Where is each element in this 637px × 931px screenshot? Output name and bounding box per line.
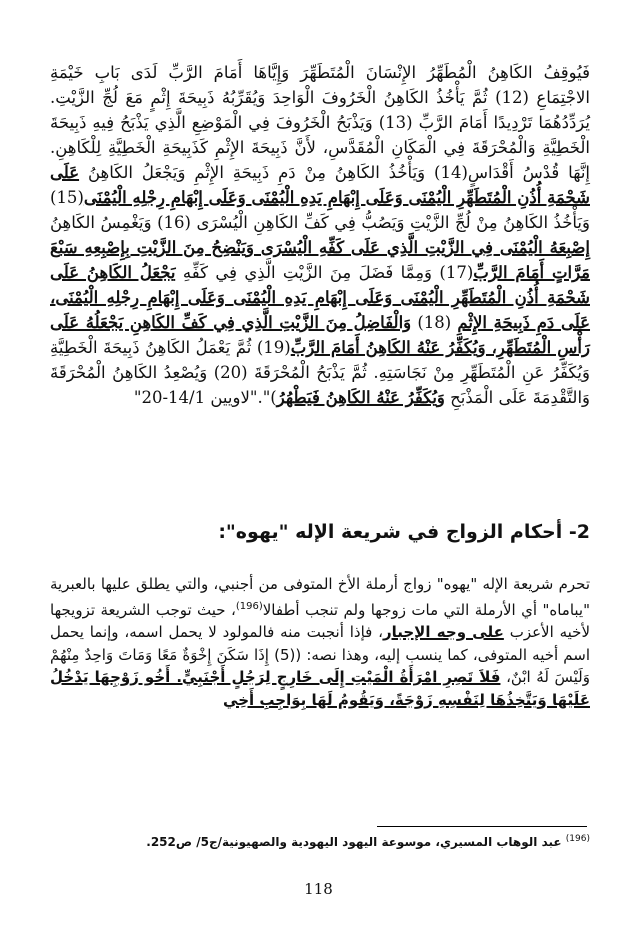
body-underlined-text: على وجه الإجبار	[382, 623, 504, 641]
footnote-reference: (196)	[235, 600, 263, 612]
quote-underlined-text: إِصْبِعَهُ الْيُمْنَى فِي الزَّيْتِ الَّذِي عَلَى كَفِّهِ الْيُسْرَى وَيَنْضِحُ مِنَ الزَّيْتِ بِإِصْبِعِهِ سَبْعَ مَرَّاتٍ أَمَامَ الرَّبِّ	[50, 238, 591, 282]
quote-text: فَيُوقِفُ الكَاهِنُ الْمُطَهِّرُ الإِنْسَانَ الْمُتَطَهِّرَ وَإِيَّاهَا أَمَامَ الرَّبِّ لَدَى بَابِ خَيْمَةِ الاجْتِمَاعِ (12) ثُمَّ يَأْخُذُ الكَاهِنُ الْخَرُوفَ الْوَاحِدَ وَيُقَرِّبُهُ ذَبِيحَةَ إِثْمٍ مَعَ لُجِّ الزَّيْتِ. يُرَدِّدُهُمَا تَرْدِيدًا أَمَامَ الرَّبِّ (13) وَيَذْبَحُ الْخَرُوفَ فِي الْمَوْضِعِ الَّذِي يَذْبَحُ فِيهِ ذَبِيحَةَ الْخَطِيَّةِ وَالْمُحْرَقَةَ فِي الْمَكَانِ الْمُقَدَّسِ، لأَنَّ ذَبِيحَةَ الإِثْمِ كَذَبِيحَةِ الْخَطِيَّةِ لِلْكَاهِنِ. إِنَّهَا قُدْسُ أَقْدَاسٍ(14) وَيَأْخُذُ الكَاهِنُ مِنْ دَمِ ذَبِيحَةِ الإِثْمِ وَيَجْعَلُ الكَاهِنُ	[50, 63, 590, 182]
footnote-marker: (196)	[565, 834, 590, 844]
page-number: 118	[304, 880, 333, 898]
quote-text: (17) وَمِمَّا فَضَلَ مِنَ الزَّيْتِ الَّذِي فِي كَفِّهِ	[182, 263, 474, 282]
quote-underlined-text: وَيُكَفِّرُ عَنْهُ الكَاهِنُ فَيَطْهُرُ	[276, 388, 445, 407]
body-text: ، فإذا أنجبت منه فالمولود لا يحمل اسمه، وإنما يحمل اسم أخيه المتوفى، كما ينسب إليه، وهذا نصه: ((5) إِذَا سَكَنَ إِخْوَةٌ مَعًا وَمَاتَ وَاحِدٌ مِنْهُمْ وَلَيْسَ لَهُ ابْنٌ،	[50, 623, 591, 686]
body-underlined-text: فَلاَ تَصِرِ امْرَأَةُ الْمَيْتِ إِلَى خَارِجٍ لِرَجُلٍ أَجْنَبِيٍّ. أَخُو زَوْجِهَا يَدْخُلُ عَلَيْهَا وَيَتَّخِذُهَا لِنَفْسِهِ زَوْجَةً، وَيَقُومُ لَهَا بِوَاجِبِ أَخِي	[50, 668, 590, 709]
section-heading: 2- أحكام الزواج في شريعة الإله "يهوه":	[218, 521, 590, 543]
body-text: ، حيث توجب الشريعة تزويجها لأخيه الأعزب	[50, 600, 591, 641]
body-paragraph	[50, 573, 590, 711]
quote-text: (18)	[417, 313, 452, 332]
footnote-text: عبد الوهاب المسيري، موسوعة اليهود اليهودية والصهيونية/ج5/ ص252.	[146, 835, 562, 849]
quote-underlined-text: يَجْعَلُ الكَاهِنُ عَلَى شَحْمَةِ أُذُنِ الْمُتَطَهِّرِ الْيُمْنَى وَعَلَى إِبْهَامِ يَدِهِ الْيُمْنَى وَعَلَى إِبْهَامِ رِجْلِهِ الْيُمْنَى، عَلَى دَمِ ذَبِيحَةِ الإِثْمِ	[50, 263, 591, 332]
quote-citation: )"."لاويين 14/1-20"	[133, 388, 277, 407]
scripture-quote	[50, 60, 590, 410]
footnote-divider	[377, 826, 587, 827]
footnote	[50, 834, 590, 849]
quote-underlined-text: عَلَى شَحْمَةِ أُذُنِ الْمُتَطَهِّرِ الْيُمْنَى وَعَلَى إِبْهَامِ يَدِهِ الْيُمْنَى وَعَلَى إِبْهَامِ رِجْلِهِ الْيُمْنَى	[50, 163, 590, 207]
body-text: تحرم شريعة الإله "يهوه" زواج أرملة الأخ المتوفى من أجنبي، والتي يطلق عليها بالعبرية "يباماه" أي الأرملة التي مات زوجها ولم تنجب أطفالا	[50, 575, 590, 619]
quote-text: (19) ثُمَّ يَعْمَلُ الكَاهِنُ ذَبِيحَةَ الْخَطِيَّةِ وَيُكَفِّرُ عَنِ الْمُتَطَهِّرِ مِنْ نَجَاسَتِهِ. ثُمَّ يَذْبَحُ الْمُحْرَقَةَ (20) وَيُصْعِدُ الكَاهِنُ الْمُحْرَقَةَ وَالتَّقْدِمَةَ عَلَى الْمَذْبَحِ	[50, 338, 590, 407]
quote-underlined-text: وَالْفَاضِلُ مِنَ الزَّيْتِ الَّذِي فِي كَفِّ الكَاهِنِ يَجْعَلُهُ عَلَى رَأْسِ الْمُتَطَهِّرِ، وَيُكَفِّرُ عَنْهُ الكَاهِنُ أَمَامَ الرَّبِّ	[50, 313, 590, 357]
quote-text: (15) وَيَأْخُذُ الكَاهِنُ مِنْ لُجِّ الزَّيْتِ وَيَصُبُّ فِي كَفِّ الكَاهِنِ الْيُسْرَى (16) وَيَغْمِسُ الكَاهِنُ	[50, 188, 590, 232]
